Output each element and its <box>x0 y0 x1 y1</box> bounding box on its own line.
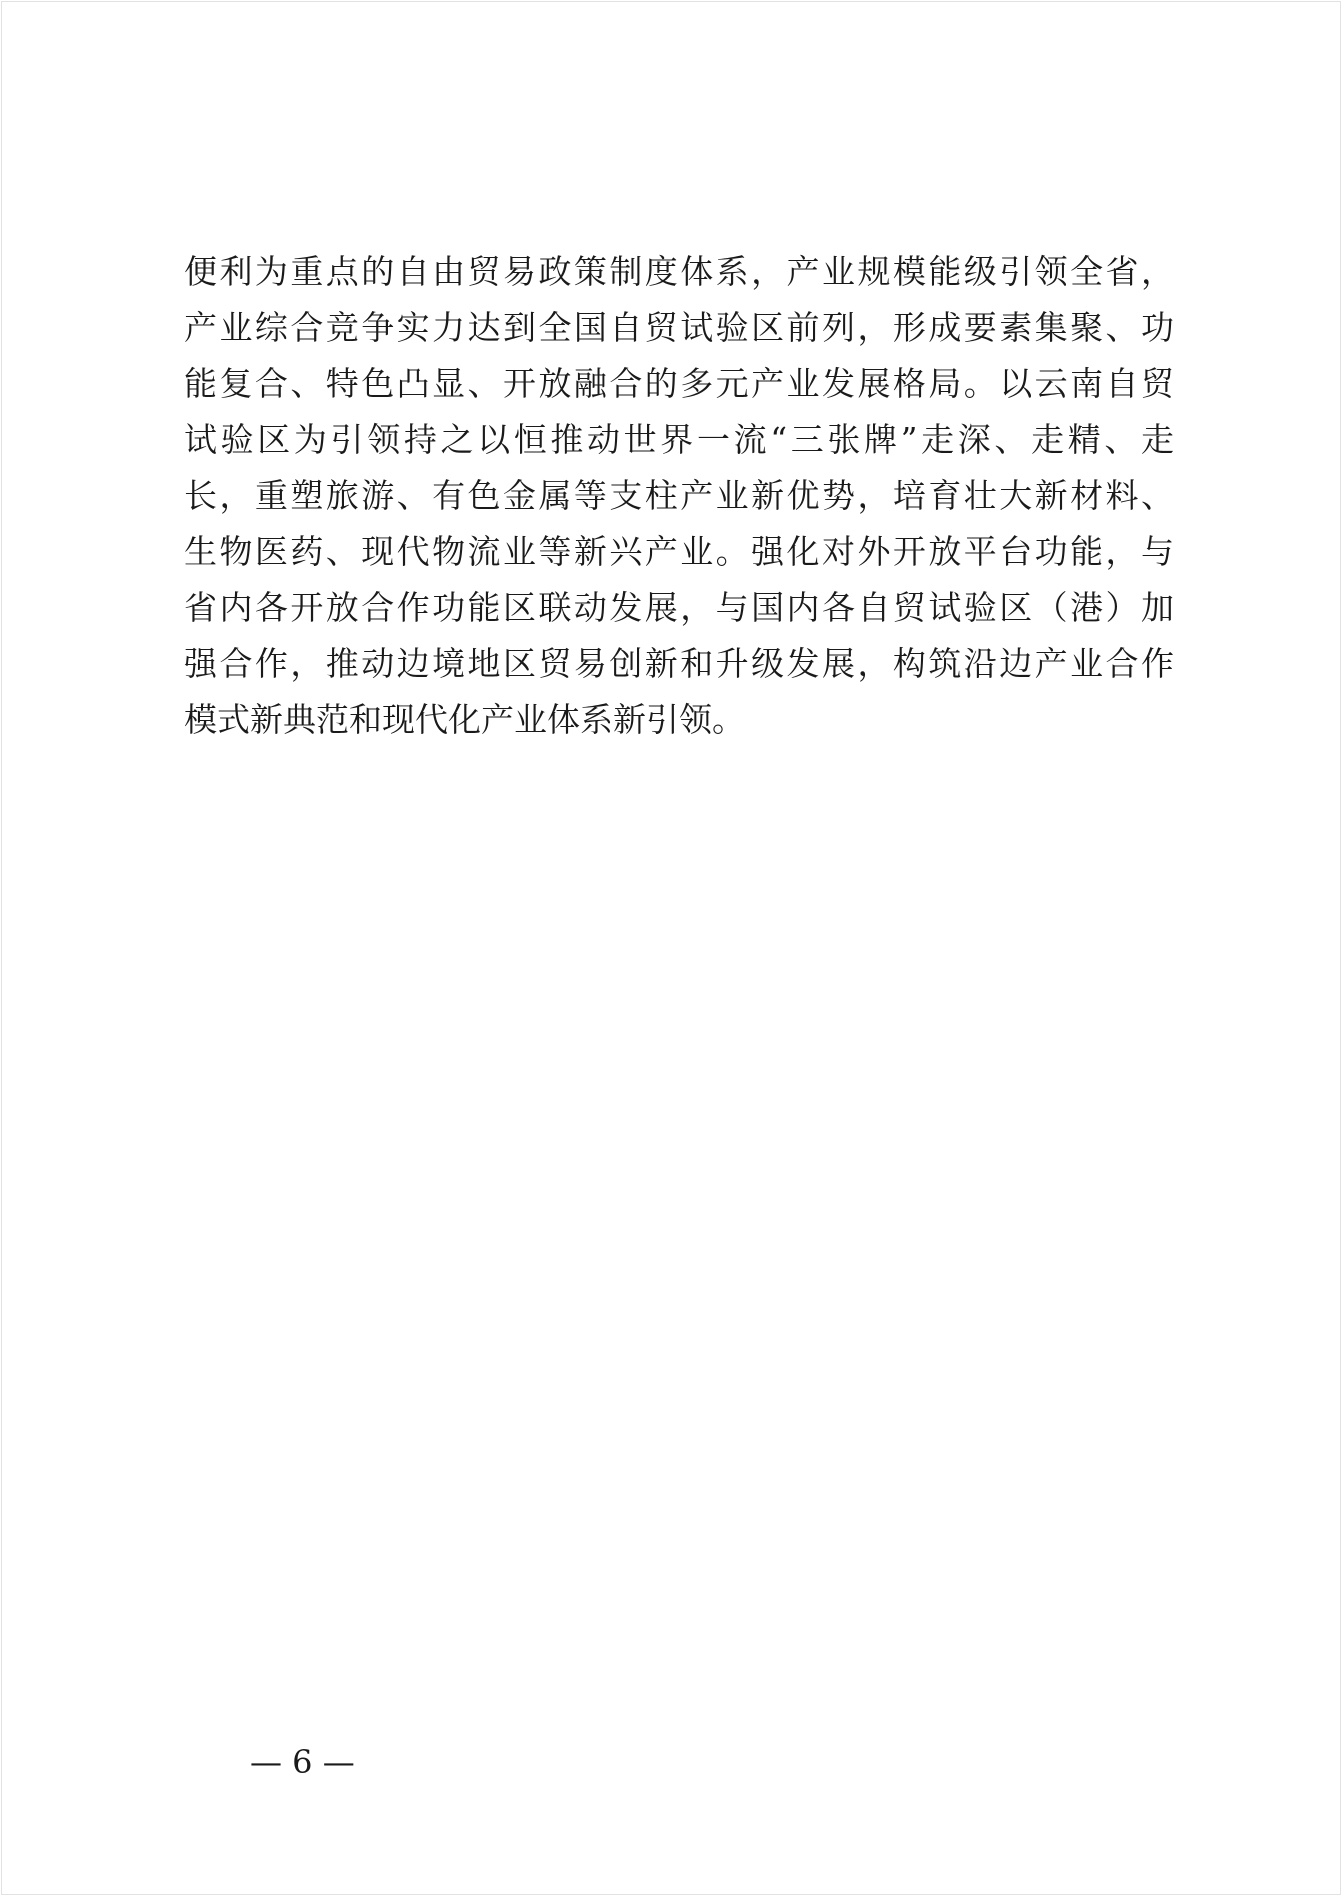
body-paragraph <box>184 244 1174 748</box>
paragraph-line: 模式新典范和现代化产业体系新引领。 <box>184 700 745 739</box>
page-number: — 6 — <box>250 1743 355 1781</box>
paragraph-line: 产业综合竞争实力达到全国自贸试验区前列，形成要素集聚、功 <box>184 308 1174 347</box>
paragraph-line: 能复合、特色凸显、开放融合的多元产业发展格局。以云南自贸 <box>184 364 1174 403</box>
paragraph-line: 便利为重点的自由贸易政策制度体系，产业规模能级引领全省， <box>184 252 1174 291</box>
paragraph-line: 生物医药、现代物流业等新兴产业。强化对外开放平台功能，与 <box>184 532 1174 571</box>
paragraph-line: 试验区为引领持之以恒推动世界一流“三张牌”走深、走精、走 <box>184 420 1174 459</box>
paragraph-line: 省内各开放合作功能区联动发展，与国内各自贸试验区（港）加 <box>184 588 1174 627</box>
paragraph-line: 强合作，推动边境地区贸易创新和升级发展，构筑沿边产业合作 <box>184 644 1174 683</box>
paragraph-line: 长，重塑旅游、有色金属等支柱产业新优势，培育壮大新材料、 <box>184 476 1174 515</box>
